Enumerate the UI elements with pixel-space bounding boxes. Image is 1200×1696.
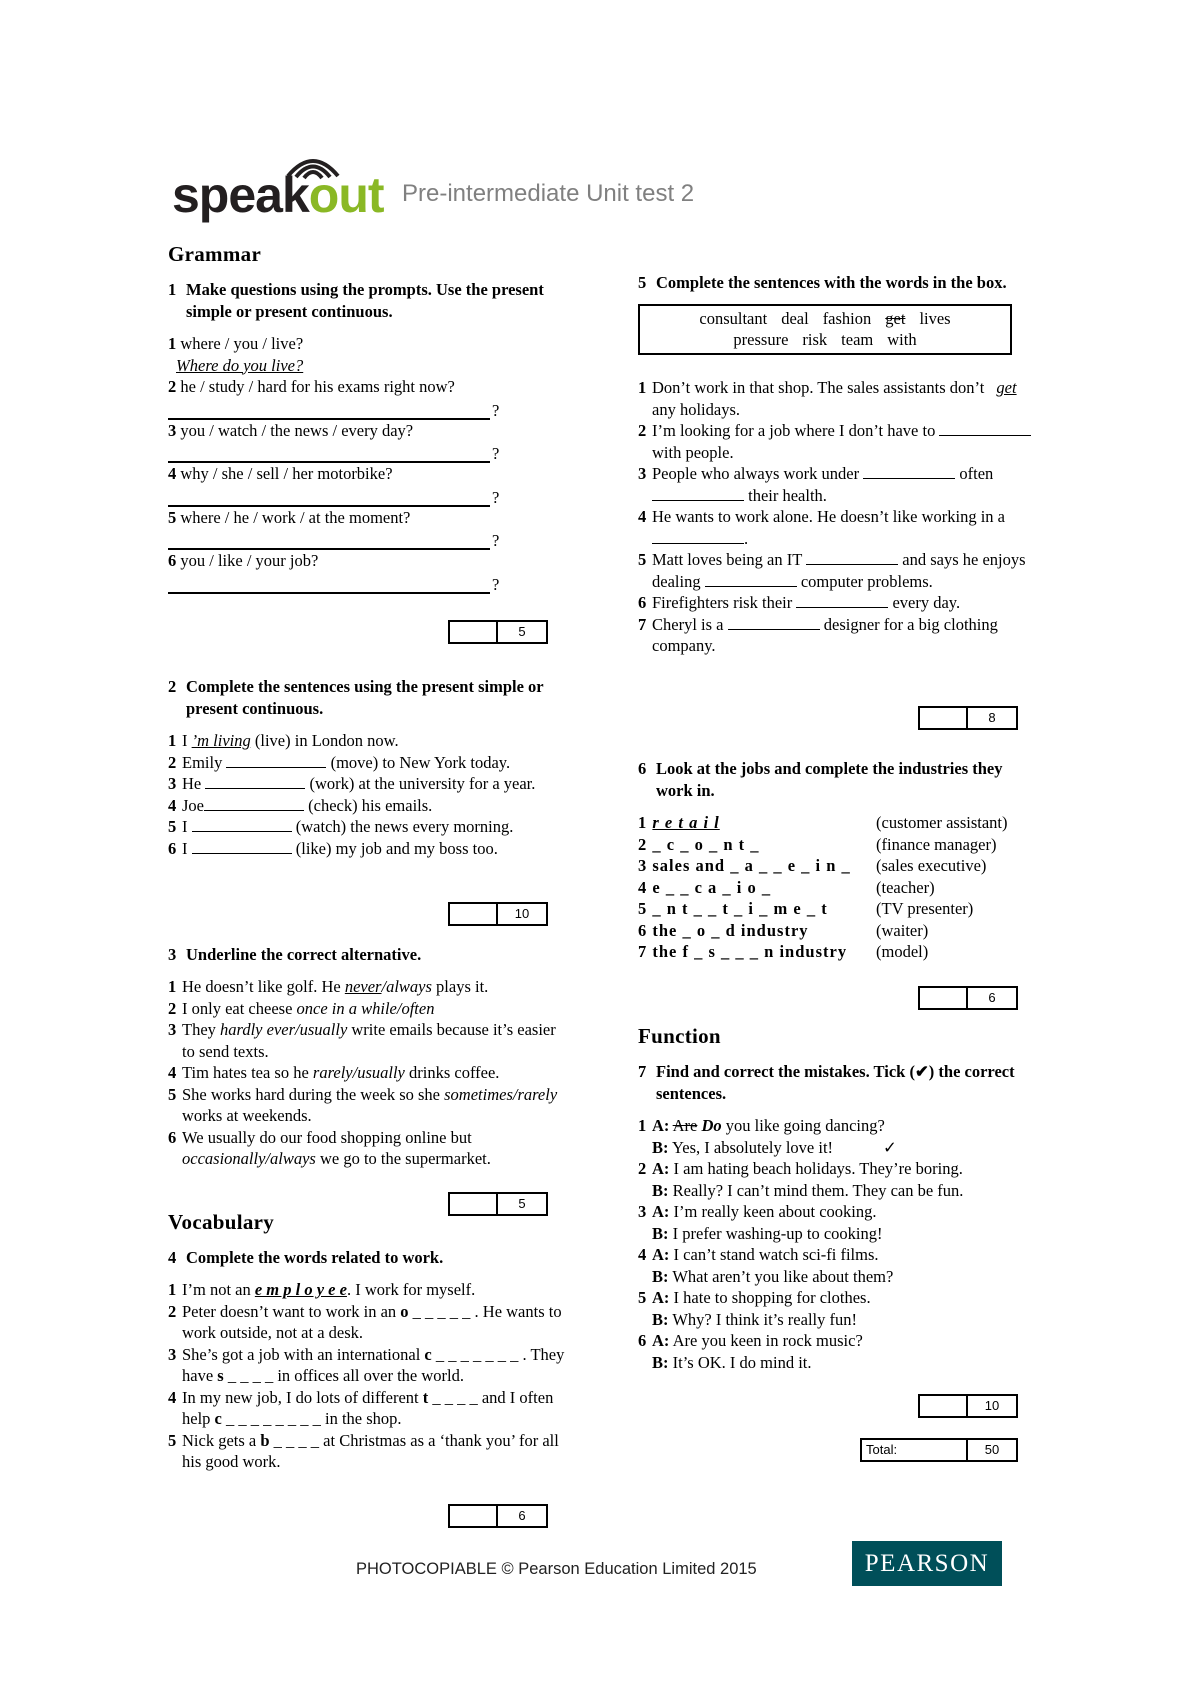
blank[interactable] xyxy=(652,486,744,501)
ex1-instruction: 1 Make questions using the prompts. Use the present simple or present continuous. xyxy=(168,280,544,321)
ex2-item-4: 4 Joe (check) his emails. xyxy=(168,795,433,815)
ex3-item-6: 6 We usually do our food shopping online but occasionally/always we go to the supermarket. xyxy=(168,1127,491,1168)
ex1-answer-line-6[interactable]: ? xyxy=(168,572,568,594)
ex5-item-4: 4 He wants to work alone. He doesn’t like working in a . xyxy=(638,507,1005,548)
ex1-item-1-answer: Where do you live? xyxy=(176,355,304,375)
ex7-item-1-b: B: Yes, I absolutely love it! ✓ xyxy=(652,1137,897,1157)
ex4 xyxy=(168,1210,568,1473)
ex4-item-4: 4 In my new job, I do lots of different t _ _ _ _ and I often help c _ _ _ _ _ _ _ _ in the shop. xyxy=(168,1387,554,1428)
ex1-answer-line-3[interactable]: ? xyxy=(168,441,568,463)
ex7-item-6-a: 6 A: Are you keen in rock music? xyxy=(638,1331,863,1350)
ex7-item-5-a: 5 A: I hate to shopping for clothes. xyxy=(638,1288,871,1307)
ex1-item-2: 2 he / study / hard for his exams right now? xyxy=(168,377,455,396)
ex6-score-box: 6 xyxy=(918,986,1018,1010)
ex1-item-3: 3 you / watch / the news / every day? xyxy=(168,420,414,440)
blank[interactable] xyxy=(705,572,797,587)
ex7-item-4-a: 4 A: I can’t stand watch sci-fi films. xyxy=(638,1245,879,1264)
ex5-item-7: 7 Cheryl is a designer for a big clothing company. xyxy=(638,614,998,655)
ex1-item-4: 4 why / she / sell / her motorbike? xyxy=(168,464,393,483)
ex2-item-6: 6 I (like) my job and my boss too. xyxy=(168,838,498,858)
blank[interactable] xyxy=(863,464,955,479)
logo-suffix: out xyxy=(308,167,384,223)
ex7-item-3-b: B: I prefer washing-up to cooking! xyxy=(652,1223,883,1243)
ex3-item-4: 4 Tim hates tea so he rarely/usually drinks coffee. xyxy=(168,1063,500,1082)
ex3-instruction: 3 Underline the correct alternative. xyxy=(168,945,422,964)
ex4-item-1: 1 I’m not an e m p l o y e e. I work for myself. xyxy=(168,1280,476,1299)
ex7-score-box: 10 xyxy=(918,1394,1018,1418)
ex1-item-6: 6 you / like / your job? xyxy=(168,551,319,570)
ex2-score-box: 10 xyxy=(448,902,548,926)
ex3-item-3: 3 They hardly ever/usually write emails because it’s easier to send texts. xyxy=(168,1020,556,1061)
ex4-instruction: 4 Complete the words related to work. xyxy=(168,1248,444,1267)
ex2-instruction: 2 Complete the sentences using the present simple or present continuous. xyxy=(168,677,544,718)
tick-icon: ✓ xyxy=(883,1137,897,1157)
ex1-score-box: 5 xyxy=(448,620,548,644)
ex1-answer-line-4[interactable]: ? xyxy=(168,485,568,507)
ex4-item-5: 5 Nick gets a b _ _ _ _ at Christmas as a ‘thank you’ for all his good work. xyxy=(168,1430,559,1471)
ex3-item-1: 1 He doesn’t like golf. He never/always plays it. xyxy=(168,977,489,996)
grammar-title: Grammar xyxy=(168,242,262,266)
vocabulary-title: Vocabulary xyxy=(168,1210,275,1234)
blank[interactable] xyxy=(728,615,820,630)
ex1-answer-line-5[interactable]: ? xyxy=(168,528,568,550)
ex7 xyxy=(638,1024,1038,1373)
ex5-item-1: 1 Don’t work in that shop. The sales assistants don’t get any holidays. xyxy=(638,378,1017,419)
ex5-item-6: 6 Firefighters risk their every day. xyxy=(638,593,961,612)
ex7-item-2-b: B: Really? I can’t mind them. They can be fun. xyxy=(652,1180,964,1200)
blank[interactable] xyxy=(226,753,326,768)
ex7-dialogues xyxy=(638,1115,1038,1373)
blank[interactable] xyxy=(204,796,304,811)
ex2-item-1: 1 I ’m living (live) in London now. xyxy=(168,731,399,750)
ex7-item-4-b: B: What aren’t you like about them? xyxy=(652,1266,894,1286)
ex1-items xyxy=(168,333,568,594)
blank[interactable] xyxy=(205,774,305,789)
ex2-item-3: 3 He (work) at the university for a year. xyxy=(168,774,536,793)
page-subtitle: Pre-intermediate Unit test 2 xyxy=(402,180,695,207)
ex4-item-2: 2 Peter doesn’t want to work in an o _ _ _ _ _ . He wants to work outside, not at a desk. xyxy=(168,1301,562,1342)
ex6-jobs-list: 1 r e t a i l (customer assistant) 2 _ c _ o _ n t _ (finance manager) 3 sales and _ a _ _ e _ i n _ (sales executive) 4 e _ _ c a _ i o _ (teacher) 5 _ n t _ _ t _ i _ m e _ t (TV presenter) 6 the _ o _ d industry (waiter) 7 the f _ s _ _ _ n industry (model) xyxy=(638,813,1008,961)
pearson-logo: PEARSON xyxy=(852,1541,1002,1586)
footer-copyright: PHOTOCOPIABLE © Pearson Education Limited 2015 xyxy=(356,1560,757,1578)
blank[interactable] xyxy=(192,839,292,854)
ex2-item-2: 2 Emily (move) to New York today. xyxy=(168,752,511,772)
ex7-item-5-b: B: Why? I think it’s really fun! xyxy=(652,1309,857,1329)
ex1-item-1: 1 where / you / live? xyxy=(168,334,304,353)
ex7-instruction: 7 Find and correct the mistakes. Tick (✔) the correct sentences. xyxy=(638,1062,1015,1103)
blank[interactable] xyxy=(796,593,888,608)
ex3-item-2: 2 I only eat cheese once in a while/often xyxy=(168,998,435,1018)
ex2-item-5: 5 I (watch) the news every morning. xyxy=(168,817,514,836)
left-column xyxy=(168,242,568,594)
ex4-item-3: 3 She’s got a job with an international c _ _ _ _ _ _ _ . They have s _ _ _ _ in offices all over the world. xyxy=(168,1344,565,1385)
ex7-item-3-a: 3 A: I’m really keen about cooking. xyxy=(638,1202,877,1221)
ex5-item-5: 5 Matt loves being an IT and says he enjoys dealing computer problems. xyxy=(638,550,1026,591)
ex3-item-5: 5 She works hard during the week so she sometimes/rarely works at weekends. xyxy=(168,1084,558,1125)
blank[interactable] xyxy=(806,550,898,565)
ex5-item-2: 2 I’m looking for a job where I don’t have to with people. xyxy=(638,420,1038,463)
ex5-item-3: 3 People who always work under often their health. xyxy=(638,464,994,505)
ex5-instruction: 5 Complete the sentences with the words in the box. xyxy=(638,273,1007,292)
ex4-score-box: 6 xyxy=(448,1504,548,1528)
function-title: Function xyxy=(638,1024,721,1048)
blank[interactable] xyxy=(939,421,1031,436)
ex1-item-5: 5 where / he / work / at the moment? xyxy=(168,507,411,527)
total-score-box: Total: 50 xyxy=(860,1438,1018,1462)
ex3-score-box: 5 xyxy=(448,1192,548,1216)
ex3 xyxy=(168,944,568,1170)
logo-prefix: speak xyxy=(172,167,309,223)
ex6 xyxy=(638,758,1038,963)
ex5-word-box: consultant deal fashion get lives pressure risk team with xyxy=(638,304,1012,355)
ex7-item-1-a: 1 A: Are Do you like going dancing? xyxy=(638,1116,885,1135)
ex5-score-box: 8 xyxy=(918,706,1018,730)
ex1-answer-line-2[interactable]: ? xyxy=(168,398,568,420)
ex7-item-2-a: 2 A: I am hating beach holidays. They’re boring. xyxy=(638,1159,963,1178)
blank[interactable] xyxy=(192,817,292,832)
ex7-item-6-b: B: It’s OK. I do mind it. xyxy=(652,1352,812,1372)
ex5 xyxy=(638,272,1038,657)
blank[interactable] xyxy=(652,529,744,544)
ex6-instruction: 6 Look at the jobs and complete the industries they work in. xyxy=(638,759,1003,800)
speakout-logo xyxy=(172,150,402,223)
ex2 xyxy=(168,676,568,859)
